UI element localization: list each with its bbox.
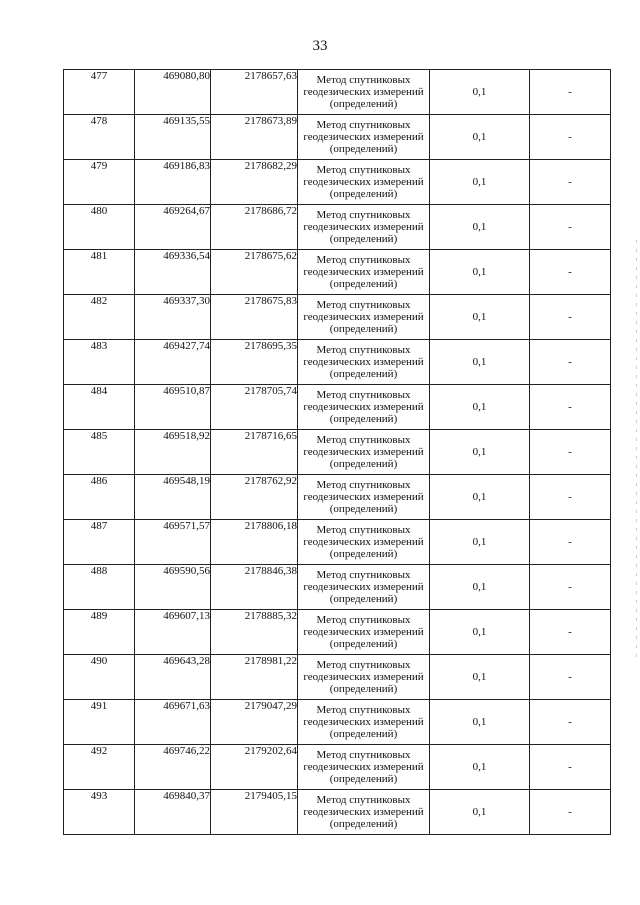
point-number-cell: 484: [64, 385, 135, 430]
table-row: [64, 430, 611, 475]
accuracy-cell: 0,1: [430, 115, 530, 160]
table-body: [64, 70, 611, 835]
page-number: 33: [312, 38, 328, 54]
x-coordinate-cell: 469607,13: [135, 610, 211, 655]
point-number-cell: 486: [64, 475, 135, 520]
method-cell: [298, 520, 430, 565]
method-line: геодезических измерений: [303, 626, 424, 638]
note-cell: -: [530, 610, 611, 655]
method-line: Метод спутниковых: [316, 254, 411, 266]
table-row: [64, 385, 611, 430]
accuracy-cell: 0,1: [430, 520, 530, 565]
table-row: [64, 205, 611, 250]
table-row: [64, 610, 611, 655]
x-coordinate-cell: 469427,74: [135, 340, 211, 385]
note-cell: -: [530, 565, 611, 610]
method-line: (определений): [329, 503, 398, 515]
method-line: (определений): [329, 323, 398, 335]
method-cell: [298, 790, 430, 835]
scan-edge-mark: [636, 240, 637, 660]
point-number-cell: 485: [64, 430, 135, 475]
point-number-cell: 478: [64, 115, 135, 160]
y-coordinate-cell: 2178675,62: [211, 250, 298, 295]
point-number-cell: 477: [64, 70, 135, 115]
y-coordinate-cell: 2179405,15: [211, 790, 298, 835]
method-cell: [298, 160, 430, 205]
note-cell: -: [530, 205, 611, 250]
method-cell: [298, 430, 430, 475]
method-line: геодезических измерений: [303, 86, 424, 98]
x-coordinate-cell: 469264,67: [135, 205, 211, 250]
accuracy-cell: 0,1: [430, 475, 530, 520]
method-line: геодезических измерений: [303, 716, 424, 728]
note-cell: -: [530, 475, 611, 520]
note-cell: -: [530, 520, 611, 565]
y-coordinate-cell: 2178673,89: [211, 115, 298, 160]
method-line: геодезических измерений: [303, 356, 424, 368]
accuracy-cell: 0,1: [430, 610, 530, 655]
method-cell: [298, 655, 430, 700]
method-cell: [298, 745, 430, 790]
method-line: геодезических измерений: [303, 266, 424, 278]
y-coordinate-cell: 2178695,35: [211, 340, 298, 385]
method-line: Метод спутниковых: [316, 164, 411, 176]
method-line: геодезических измерений: [303, 536, 424, 548]
x-coordinate-cell: 469135,55: [135, 115, 211, 160]
accuracy-cell: 0,1: [430, 385, 530, 430]
method-cell: [298, 115, 430, 160]
y-coordinate-cell: 2178762,92: [211, 475, 298, 520]
x-coordinate-cell: 469643,28: [135, 655, 211, 700]
method-line: Метод спутниковых: [316, 434, 411, 446]
y-coordinate-cell: 2178716,65: [211, 430, 298, 475]
method-line: Метод спутниковых: [316, 344, 411, 356]
table-row: [64, 475, 611, 520]
point-number-cell: 479: [64, 160, 135, 205]
x-coordinate-cell: 469590,56: [135, 565, 211, 610]
method-cell: [298, 250, 430, 295]
method-cell: [298, 340, 430, 385]
method-line: (определений): [329, 458, 398, 470]
method-line: Метод спутниковых: [316, 299, 411, 311]
note-cell: -: [530, 250, 611, 295]
method-line: (определений): [329, 728, 398, 740]
table-row: [64, 745, 611, 790]
method-line: (определений): [329, 773, 398, 785]
accuracy-cell: 0,1: [430, 430, 530, 475]
table-row: [64, 70, 611, 115]
accuracy-cell: 0,1: [430, 340, 530, 385]
point-number-cell: 492: [64, 745, 135, 790]
method-line: (определений): [329, 818, 398, 830]
table-row: [64, 520, 611, 565]
point-number-cell: 480: [64, 205, 135, 250]
table-row: [64, 115, 611, 160]
method-line: геодезических измерений: [303, 761, 424, 773]
y-coordinate-cell: 2178885,32: [211, 610, 298, 655]
accuracy-cell: 0,1: [430, 790, 530, 835]
note-cell: -: [530, 790, 611, 835]
y-coordinate-cell: 2179047,29: [211, 700, 298, 745]
method-line: геодезических измерений: [303, 671, 424, 683]
method-line: (определений): [329, 98, 398, 110]
point-number-cell: 482: [64, 295, 135, 340]
note-cell: -: [530, 430, 611, 475]
accuracy-cell: 0,1: [430, 700, 530, 745]
method-cell: [298, 385, 430, 430]
accuracy-cell: 0,1: [430, 160, 530, 205]
table-row: [64, 295, 611, 340]
y-coordinate-cell: 2178981,22: [211, 655, 298, 700]
method-cell: [298, 205, 430, 250]
method-line: (определений): [329, 683, 398, 695]
method-line: (определений): [329, 143, 398, 155]
y-coordinate-cell: 2178682,29: [211, 160, 298, 205]
method-line: Метод спутниковых: [316, 479, 411, 491]
method-cell: [298, 700, 430, 745]
x-coordinate-cell: 469510,87: [135, 385, 211, 430]
method-cell: [298, 295, 430, 340]
x-coordinate-cell: 469518,92: [135, 430, 211, 475]
method-line: Метод спутниковых: [316, 209, 411, 221]
note-cell: -: [530, 700, 611, 745]
x-coordinate-cell: 469548,19: [135, 475, 211, 520]
method-line: Метод спутниковых: [316, 119, 411, 131]
method-line: геодезических измерений: [303, 446, 424, 458]
point-number-cell: 490: [64, 655, 135, 700]
accuracy-cell: 0,1: [430, 205, 530, 250]
method-line: (определений): [329, 548, 398, 560]
method-line: Метод спутниковых: [316, 749, 411, 761]
table-row: [64, 655, 611, 700]
method-line: (определений): [329, 593, 398, 605]
coordinates-table: [63, 69, 611, 835]
method-line: Метод спутниковых: [316, 704, 411, 716]
method-line: (определений): [329, 278, 398, 290]
method-line: геодезических измерений: [303, 581, 424, 593]
method-line: (определений): [329, 638, 398, 650]
method-line: геодезических измерений: [303, 491, 424, 503]
accuracy-cell: 0,1: [430, 250, 530, 295]
y-coordinate-cell: 2178846,38: [211, 565, 298, 610]
method-line: Метод спутниковых: [316, 74, 411, 86]
note-cell: -: [530, 655, 611, 700]
method-line: геодезических измерений: [303, 131, 424, 143]
accuracy-cell: 0,1: [430, 295, 530, 340]
method-line: (определений): [329, 233, 398, 245]
note-cell: -: [530, 115, 611, 160]
method-line: (определений): [329, 413, 398, 425]
point-number-cell: 489: [64, 610, 135, 655]
table-row: [64, 250, 611, 295]
method-cell: [298, 70, 430, 115]
x-coordinate-cell: 469186,83: [135, 160, 211, 205]
note-cell: -: [530, 295, 611, 340]
point-number-cell: 488: [64, 565, 135, 610]
x-coordinate-cell: 469840,37: [135, 790, 211, 835]
table-row: [64, 565, 611, 610]
method-cell: [298, 565, 430, 610]
point-number-cell: 483: [64, 340, 135, 385]
note-cell: -: [530, 70, 611, 115]
method-cell: [298, 475, 430, 520]
y-coordinate-cell: 2178675,83: [211, 295, 298, 340]
y-coordinate-cell: 2178657,63: [211, 70, 298, 115]
method-cell: [298, 610, 430, 655]
method-line: Метод спутниковых: [316, 614, 411, 626]
method-line: геодезических измерений: [303, 176, 424, 188]
note-cell: -: [530, 160, 611, 205]
table-row: [64, 160, 611, 205]
method-line: Метод спутниковых: [316, 659, 411, 671]
accuracy-cell: 0,1: [430, 655, 530, 700]
y-coordinate-cell: 2178806,18: [211, 520, 298, 565]
method-line: (определений): [329, 368, 398, 380]
note-cell: -: [530, 340, 611, 385]
table-row: [64, 340, 611, 385]
method-line: геодезических измерений: [303, 806, 424, 818]
table-row: [64, 790, 611, 835]
accuracy-cell: 0,1: [430, 70, 530, 115]
x-coordinate-cell: 469336,54: [135, 250, 211, 295]
x-coordinate-cell: 469337,30: [135, 295, 211, 340]
point-number-cell: 493: [64, 790, 135, 835]
x-coordinate-cell: 469080,80: [135, 70, 211, 115]
accuracy-cell: 0,1: [430, 745, 530, 790]
point-number-cell: 491: [64, 700, 135, 745]
table-row: [64, 700, 611, 745]
method-line: геодезических измерений: [303, 401, 424, 413]
point-number-cell: 481: [64, 250, 135, 295]
y-coordinate-cell: 2178705,74: [211, 385, 298, 430]
method-line: Метод спутниковых: [316, 389, 411, 401]
accuracy-cell: 0,1: [430, 565, 530, 610]
note-cell: -: [530, 745, 611, 790]
y-coordinate-cell: 2179202,64: [211, 745, 298, 790]
x-coordinate-cell: 469671,63: [135, 700, 211, 745]
y-coordinate-cell: 2178686,72: [211, 205, 298, 250]
method-line: Метод спутниковых: [316, 794, 411, 806]
point-number-cell: 487: [64, 520, 135, 565]
method-line: Метод спутниковых: [316, 524, 411, 536]
x-coordinate-cell: 469571,57: [135, 520, 211, 565]
method-line: (определений): [329, 188, 398, 200]
note-cell: -: [530, 385, 611, 430]
x-coordinate-cell: 469746,22: [135, 745, 211, 790]
method-line: Метод спутниковых: [316, 569, 411, 581]
method-line: геодезических измерений: [303, 221, 424, 233]
method-line: геодезических измерений: [303, 311, 424, 323]
